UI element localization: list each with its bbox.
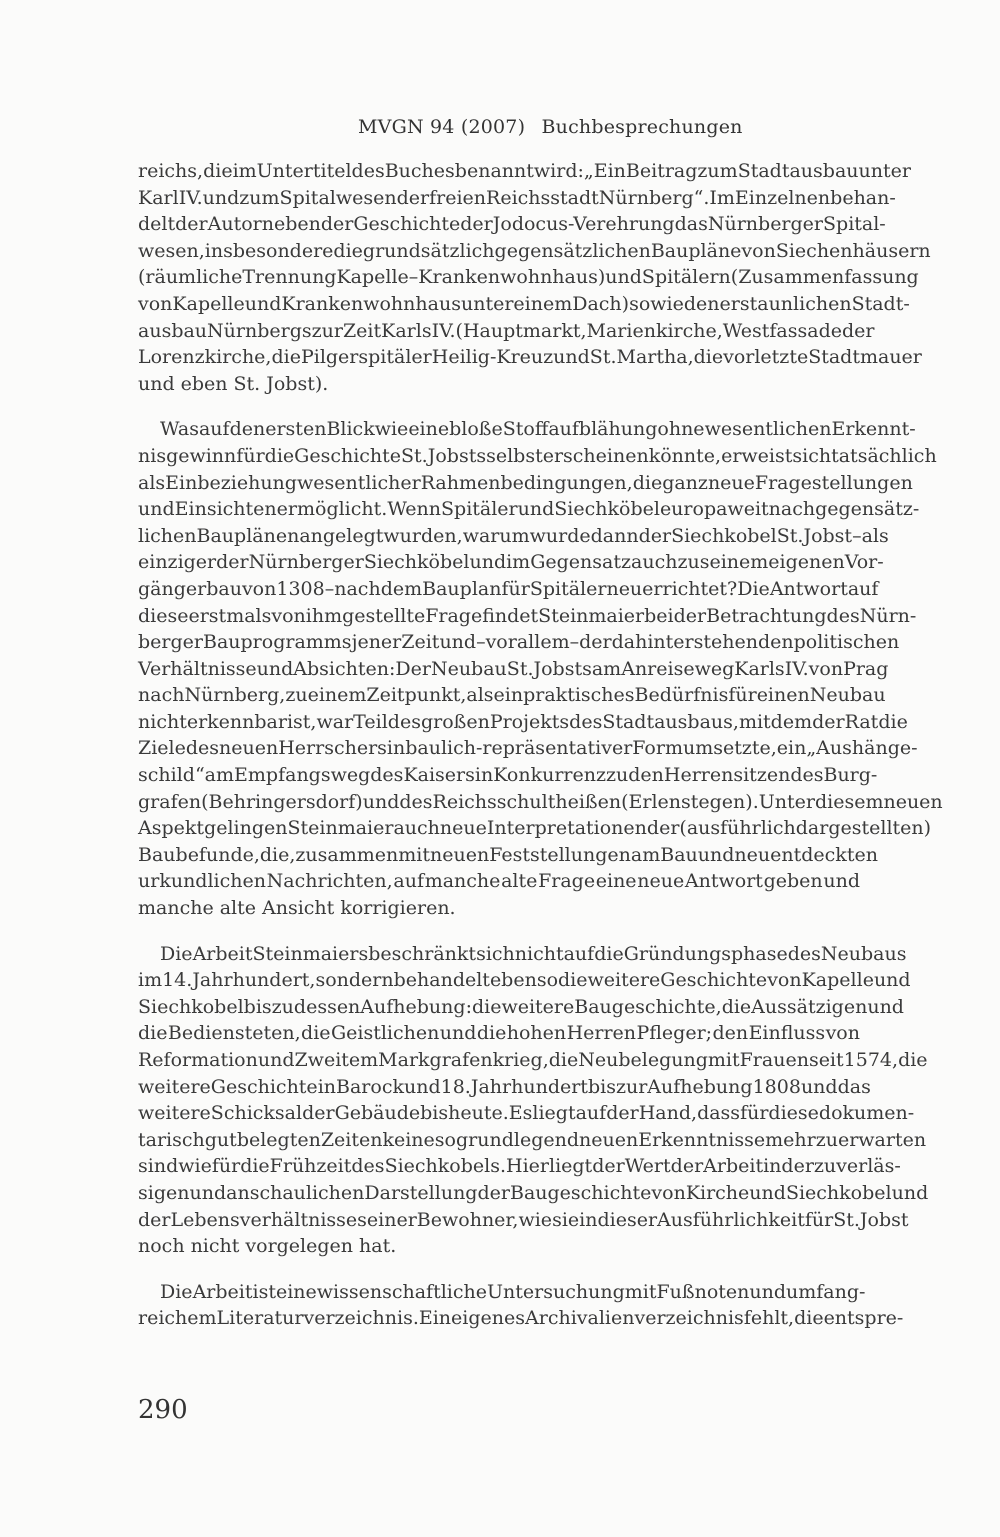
text-line: als Einbeziehung wesentlicher Rahmenbedingungen, die ganz neue Fragestellungen — [138, 471, 913, 494]
text-line: delt der Autor neben der Geschichte der Jodocus-Verehrung das Nürnberger Spital- — [138, 213, 886, 236]
text-line: einziger der Nürnberger Siechköbel und im Gegensatz auch zu seinem eigenen Vor- — [138, 551, 884, 574]
journal-reference: MVGN 94 (2007) — [358, 116, 526, 138]
section-title: Buchbesprechungen — [541, 116, 743, 138]
body-text — [138, 158, 943, 1332]
text-line: nach Nürnberg, zu einem Zeitpunkt, als ein praktisches Bedürfnis für einen Neubau — [138, 684, 886, 707]
text-line: manche alte Ansicht korrigieren. — [138, 897, 456, 920]
text-line: und Einsichten ermöglicht. Wenn Spitäler und Siechköbel europaweit nach gegensätz- — [138, 498, 920, 521]
text-line: nisgewinn für die Geschichte St. Jobsts selbst erscheinen könnte, erweist sich tatsächlich — [138, 444, 937, 467]
text-line: Verhältnisse und Absichten: Der Neubau St. Jobsts am Anreiseweg Karls IV. von Prag — [138, 657, 889, 680]
paragraph-gap — [138, 397, 860, 416]
text-line: Was auf den ersten Blick wie eine bloße Stoffaufblähung ohne wesentlichen Erkennt- — [160, 418, 916, 441]
paragraph-gap — [138, 922, 860, 941]
text-line: reichs, die im Untertitel des Buches benannt wird: „Ein Beitrag zum Stadtausbau unter — [138, 160, 911, 182]
text-line: grafen (Behringersdorf) und des Reichsschultheißen (Erlenstegen). Unter diesem neuen — [138, 790, 943, 813]
text-line: sind wie für die Frühzeit des Siechkobels. Hier liegt der Wert der Arbeit in der zuverläs- — [138, 1155, 901, 1178]
text-line: schild“ am Empfangsweg des Kaisers in Konkurrenz zu den Herrensitzen des Burg- — [138, 764, 878, 787]
text-line: Die Arbeit ist eine wissenschaftliche Untersuchung mit Fußnoten und umfang- — [160, 1280, 866, 1303]
text-line: tarisch gut belegten Zeiten keine so grundlegend neuen Erkenntnisse mehr zu erwarten — [138, 1128, 927, 1151]
text-line: nicht erkennbar ist, war Teil des großen Projekts des Stadtausbaus, mit dem der Rat die — [138, 710, 908, 733]
paragraph — [138, 158, 931, 397]
text-line: weitere Schicksal der Gebäude bis heute. Es liegt auf der Hand, dass für diese dokumen- — [138, 1102, 915, 1125]
text-line: gängerbau von 1308 – nach dem Bauplan für Spitäler neu errichtet? Die Antwort auf — [138, 577, 879, 600]
text-line: von Kapelle und Krankenwohnhaus unter einem Dach) sowie den erstaunlichen Stadt- — [138, 292, 910, 315]
text-line: reichem Literaturverzeichnis. Ein eigenes Archivalienverzeichnis fehlt, die entspre- — [138, 1307, 904, 1330]
paragraph — [138, 941, 929, 1260]
text-line: weitere Geschichte in Barock und 18. Jahrhundert bis zur Aufhebung 1808 und das — [138, 1075, 871, 1098]
paragraph — [138, 1279, 904, 1332]
text-line: Ziele des neuen Herrschers in baulich-repräsentativer Form umsetzte, ein „Aushänge- — [138, 737, 918, 760]
text-line: berger Bauprogramms jener Zeit und – vor allem – der dahinter stehenden politischen — [138, 631, 900, 654]
text-line: und eben St. Jobst). — [138, 372, 329, 395]
text-line: noch nicht vorgelegen hat. — [138, 1235, 397, 1258]
paragraph — [138, 416, 943, 921]
text-line: (räumliche Trennung Kapelle – Krankenwohnhaus) und Spitälern (Zusammenfassung — [138, 266, 919, 289]
text-line: im 14. Jahrhundert, sondern behandelt ebenso die weitere Geschichte von Kapelle und — [138, 969, 911, 992]
text-line: Karl IV. und zum Spitalwesen der freien Reichsstadt Nürnberg“. Im Einzelnen behan- — [138, 186, 896, 209]
text-line: Aspekt gelingen Steinmaier auch neue Interpretationen der (ausführlich dargestellten) — [138, 817, 932, 840]
text-line: Die Arbeit Steinmaiers beschränkt sich nicht auf die Gründungsphase des Neubaus — [160, 942, 907, 965]
text-line: diese erstmals von ihm gestellte Frage findet Steinmaier bei der Betrachtung des Nürn- — [138, 604, 917, 627]
paragraph-gap — [138, 1260, 860, 1279]
text-line: der Lebensverhältnisse seiner Bewohner, wie sie in dieser Ausführlichkeit für St. Jobst — [138, 1208, 909, 1231]
text-line: die Bediensteten, die Geistlichen und die hohen Herren Pfleger; den Einfluss von — [138, 1022, 860, 1045]
text-line: Reformation und Zweitem Markgrafenkrieg, die Neubelegung mit Frauen seit 1574, die — [138, 1049, 928, 1071]
text-line: Lorenzkirche, die Pilgerspitäler Heilig-Kreuz und St. Martha, die vorletzte Stadtmauer — [138, 346, 922, 369]
text-line: Siechkobel bis zu dessen Aufhebung: die weitere Baugeschichte, die Aussätzigen und — [138, 995, 904, 1018]
text-line: Baubefunde, die, zusammen mit neuen Feststellungen am Bau und neuentdeckten — [138, 843, 878, 866]
text-line: urkundlichen Nachrichten, auf manche alte Frage eine neue Antwort geben und — [138, 870, 860, 893]
running-head — [358, 116, 778, 138]
page-number: 290 — [138, 1395, 188, 1425]
text-line: wesen, insbesondere die grundsätzlich gegensätzlichen Baupläne von Siechenhäusern — [138, 239, 931, 262]
text-line: sigen und anschaulichen Darstellung der Baugeschichte von Kirche und Siechkobel und — [138, 1181, 929, 1204]
text-line: lichen Bauplänen angelegt wurden, warum wurde dann der Siechkobel St. Jobst – als — [138, 524, 889, 547]
text-line: ausbau Nürnbergs zur Zeit Karls IV. (Hauptmarkt, Marienkirche, Westfassade der — [138, 319, 875, 342]
